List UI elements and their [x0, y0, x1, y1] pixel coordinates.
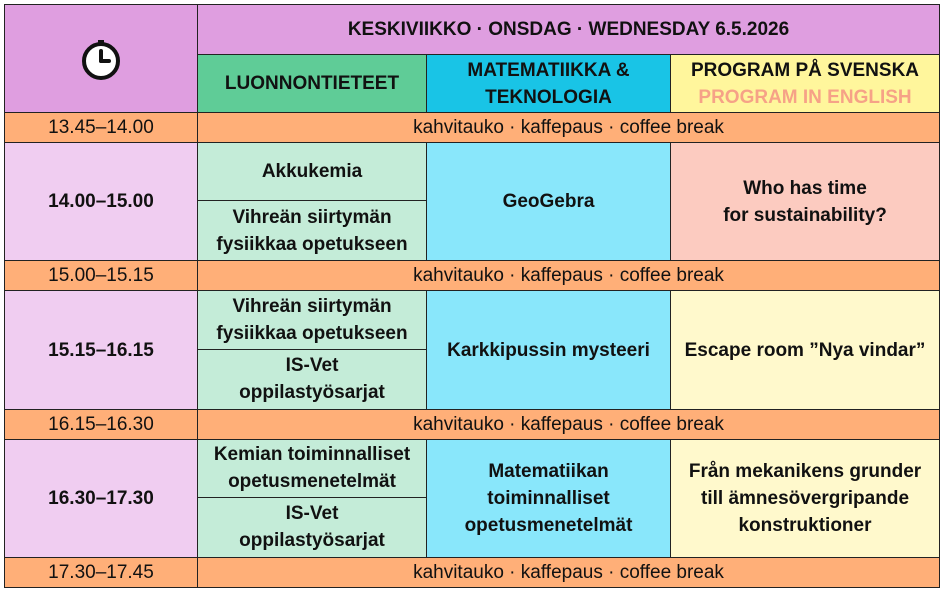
session-title-line: Kemian toiminnalliset	[213, 444, 411, 466]
slot-row	[5, 143, 940, 201]
break-row	[5, 261, 940, 291]
break-label: kahvitauko · kaffepaus · coffee break	[198, 557, 940, 587]
clock-cell	[5, 5, 198, 113]
session-title-line: for sustainability?	[723, 204, 887, 226]
session-title-line: toiminnalliset	[487, 487, 610, 509]
session-title-line: opetusmenetelmät	[464, 514, 633, 536]
session-title-line: fysiikkaa opetukseen	[216, 233, 408, 255]
break-label: kahvitauko · kaffepaus · coffee break	[198, 409, 940, 439]
session-title-line: fysiikkaa opetukseen	[216, 323, 408, 344]
session-nat	[198, 497, 427, 557]
session-nat	[198, 201, 427, 261]
slot-time: 16.30–17.30	[5, 439, 198, 557]
session-nat	[198, 349, 427, 409]
session-nat	[198, 439, 427, 497]
schedule-table	[4, 4, 940, 588]
session-title: GeoGebra	[502, 191, 595, 213]
slot-time: 15.15–16.15	[5, 291, 198, 409]
session-lang	[671, 439, 940, 557]
session-nat	[198, 143, 427, 201]
session-title: Akkukemia	[261, 161, 363, 183]
session-title-line: Who has time	[743, 177, 867, 199]
track-math-tech	[427, 55, 671, 113]
break-time: 15.00–15.15	[5, 261, 198, 291]
session-title-line: IS-Vet	[285, 355, 339, 377]
break-row	[5, 557, 940, 587]
session-math	[427, 291, 671, 409]
break-row	[5, 113, 940, 143]
slot-time: 14.00–15.00	[5, 143, 198, 261]
session-math	[427, 439, 671, 557]
session-title-line: oppilastyösarjat	[239, 382, 385, 404]
track-english: PROGRAM IN ENGLISH	[698, 86, 912, 108]
track-swedish: PROGRAM PÅ SVENSKA	[690, 59, 920, 81]
session-title-line: oppilastyösarjat	[239, 530, 385, 552]
session-title-line: IS-Vet	[285, 503, 339, 525]
session-nat	[198, 291, 427, 349]
session-title: Karkkipussin mysteeri	[447, 339, 650, 361]
track-languages	[671, 55, 940, 113]
track-math-tech-line-1: MATEMATIIKKA &	[467, 59, 630, 81]
session-lang	[671, 143, 940, 261]
day-title: KESKIVIIKKO · ONSDAG · WEDNESDAY 6.5.2026	[198, 5, 940, 55]
break-time: 13.45–14.00	[5, 113, 198, 143]
session-lang	[671, 291, 940, 409]
break-row	[5, 409, 940, 439]
session-title-line: Matematiikan	[488, 460, 609, 482]
session-title-line: till ämnesövergripande	[701, 487, 910, 509]
session-math	[427, 143, 671, 261]
session-title: Escape room ”Nya vindar”	[684, 339, 926, 361]
session-title-line: opetusmenetelmät	[228, 471, 396, 493]
break-time: 17.30–17.45	[5, 557, 198, 587]
header-row-day	[5, 5, 940, 55]
break-label: kahvitauko · kaffepaus · coffee break	[198, 261, 940, 291]
break-time: 16.15–16.30	[5, 409, 198, 439]
break-label: kahvitauko · kaffepaus · coffee break	[198, 113, 940, 143]
slot-row	[5, 291, 940, 349]
session-title-line: Vihreän siirtymän	[232, 206, 392, 228]
session-title-line: Från mekanikens grunder	[688, 460, 922, 482]
clock-icon	[79, 37, 123, 81]
track-math-tech-line-2: TEKNOLOGIA	[485, 86, 612, 108]
slot-row	[5, 439, 940, 497]
track-natural-sciences: LUONNONTIETEET	[198, 55, 427, 113]
session-title-line: Vihreän siirtymän	[232, 296, 392, 317]
session-title-line: konstruktioner	[738, 514, 872, 536]
